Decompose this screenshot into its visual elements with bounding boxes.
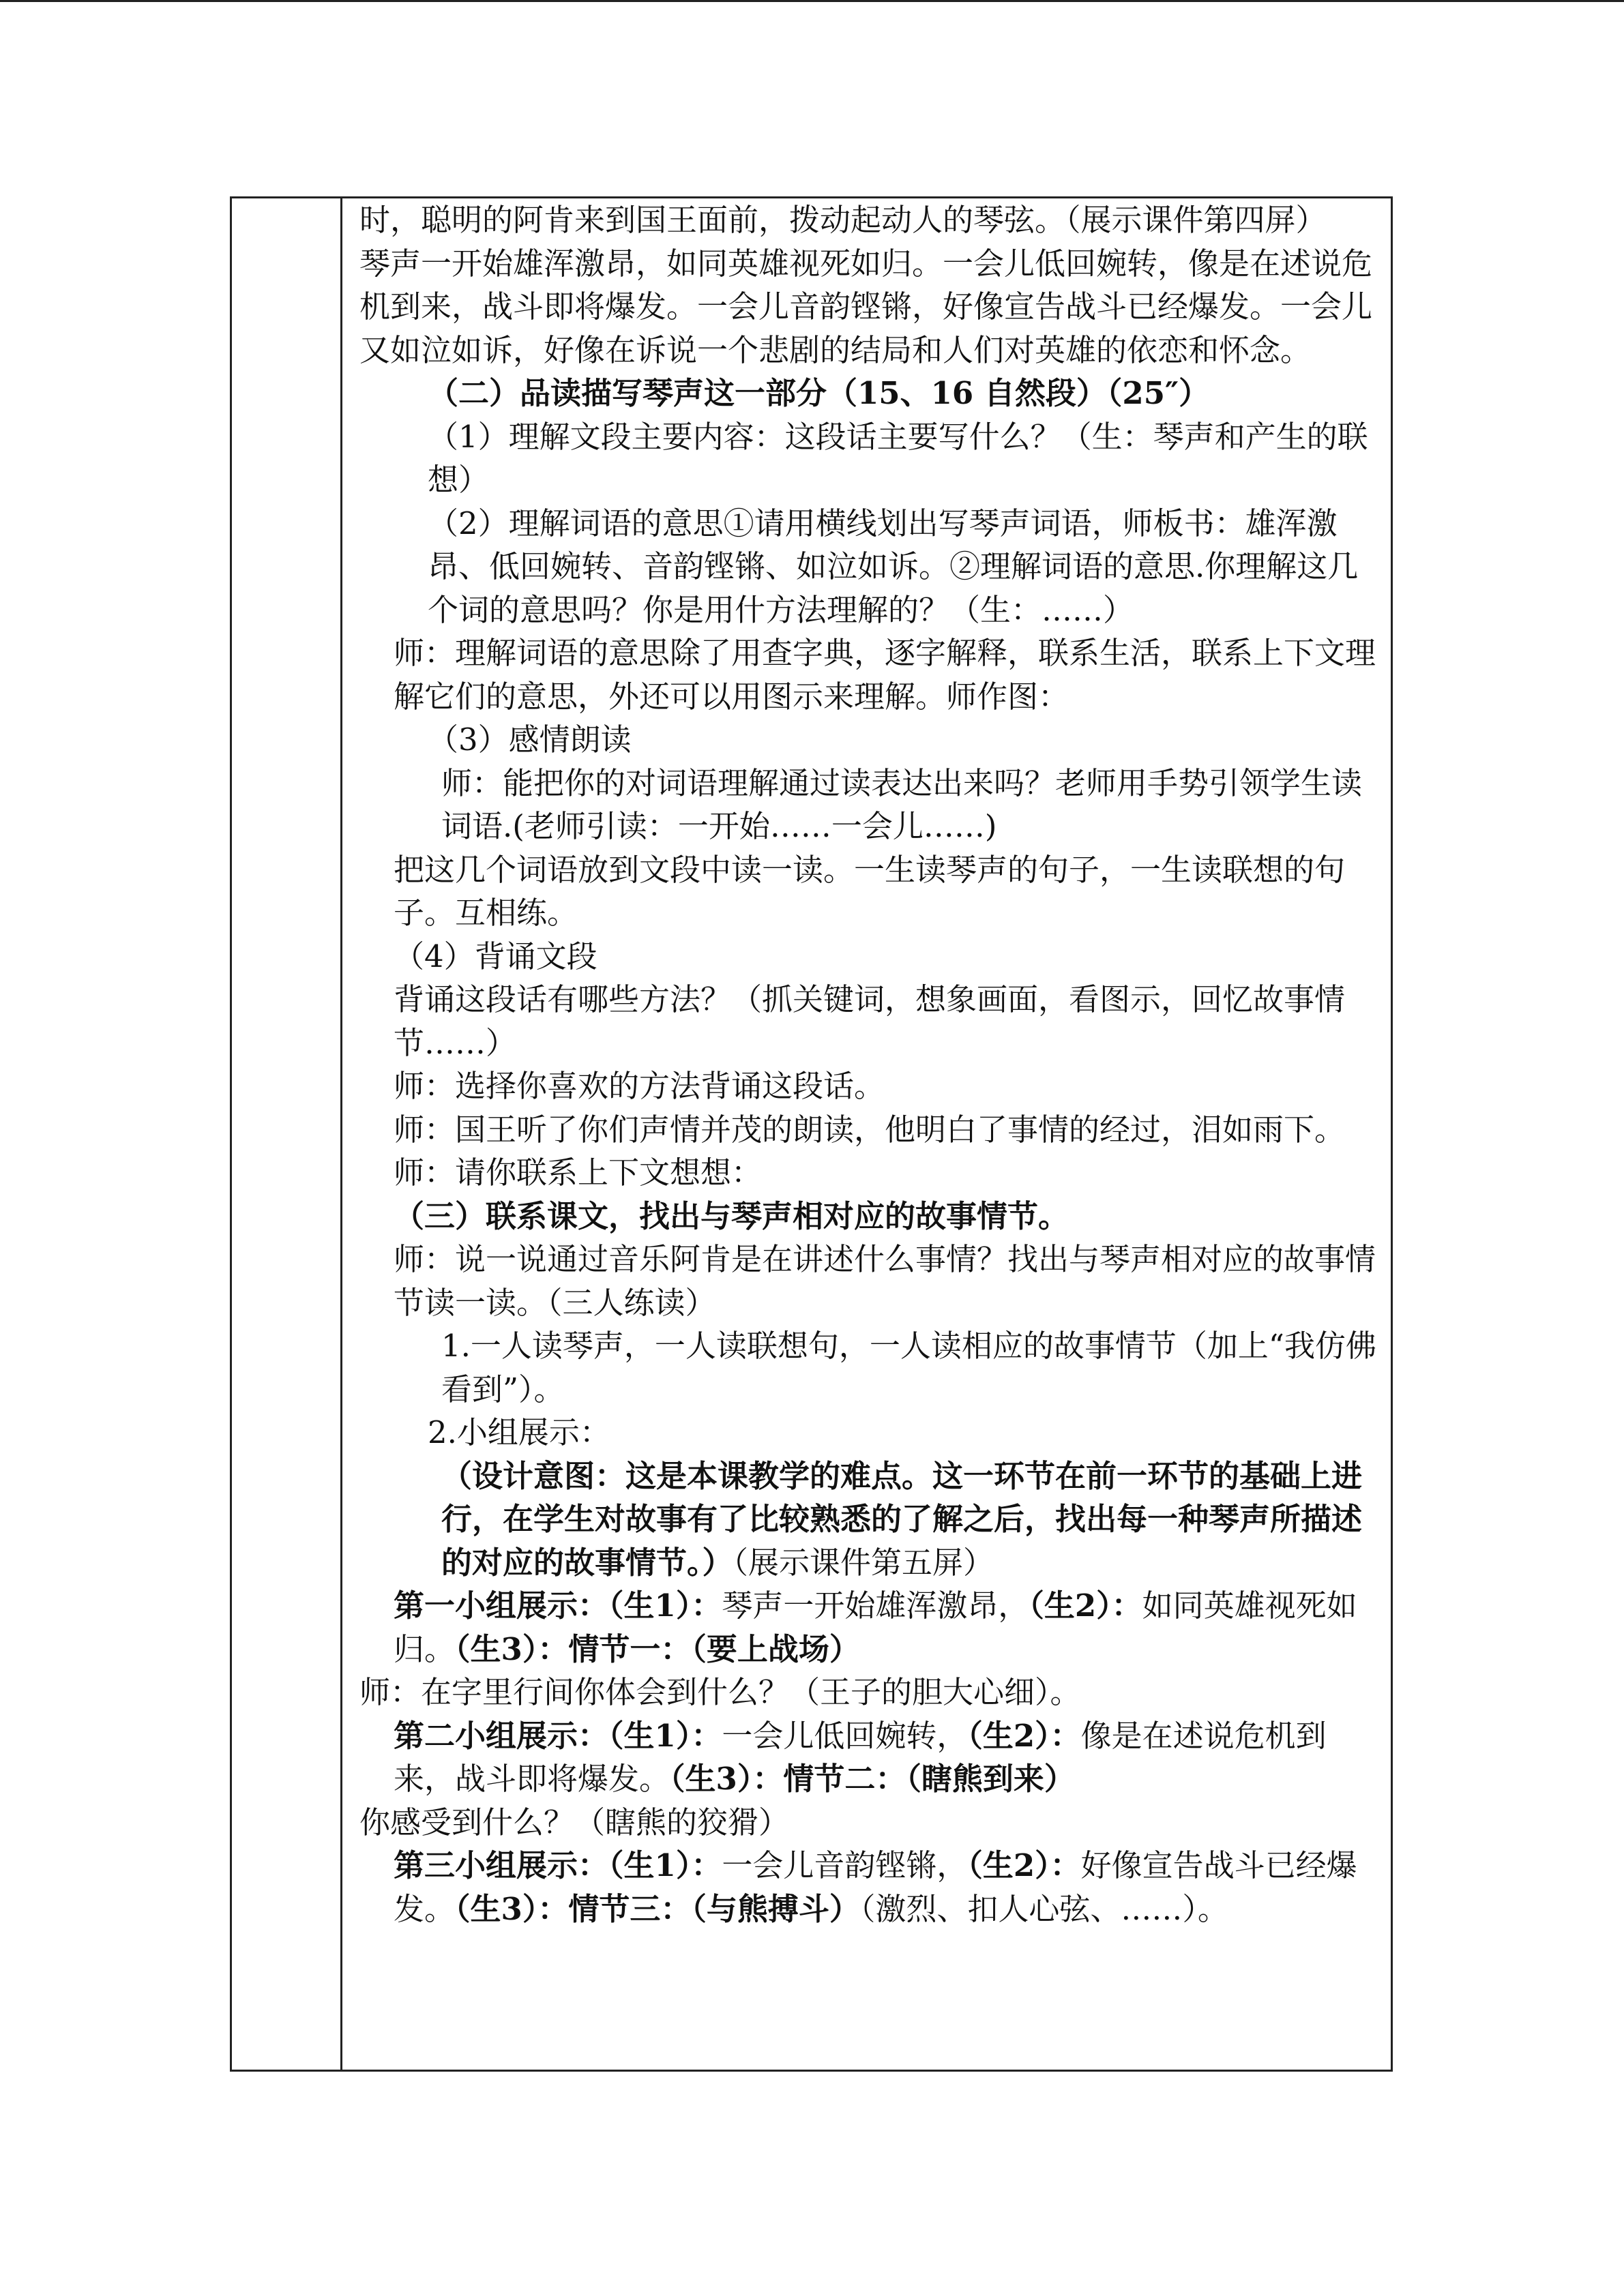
lesson-content-cell [359,198,1383,1930]
paragraph-21: 师：在字里行间你体会到什么？（王子的胆大心细）。 [359,1674,1081,1710]
page-top-border [0,0,1624,2]
paragraph-6: 师：理解词语的意思除了用查字典，逐字解释，联系生活，联系上下文理解它们的意思，外还可以用图示来理解。师作图： [394,635,1376,715]
group-2-t1: 一会儿低回婉转， [722,1717,968,1754]
paragraph-1: 时，聪明的阿肯来到国王面前，拨动起动人的琴弦。（展示课件第四屏） [359,202,1327,238]
paragraph-16: 师：说一说通过音乐阿肯是在讲述什么事情？找出与琴声相对应的故事情节读一读。（三人练读） [394,1241,1376,1321]
paragraph-2: 琴声一开始雄浑激昂，如同英雄视死如归。一会儿低回婉转，像是在述说危机到来，战斗即将爆发。一会儿音韵铿锵，好像宣告战斗已经爆发。一会儿又如泣如诉，好像在诉说一个悲剧的结局和人们对英雄的依恋和怀念。 [359,245,1373,368]
group-2-t2: 像是在述说危机到来，战斗即将爆发。 [394,1717,1327,1797]
paragraph-7: （3）感情朗读 [428,721,632,758]
group-2-s1: （生1）： [608,1717,722,1754]
design-intent [359,1455,1383,1585]
paragraph-5: （2）理解词语的意思①请用横线划出写琴声词语，师板书：雄浑激昂、低回婉转、音韵铿锵、如泣如诉。②理解词语的意思.你理解这几个词的意思吗？你是用什方法理解的？（生：……） [428,505,1359,628]
paragraph-18: 2.小组展示： [428,1414,610,1450]
design-intent-bold: （设计意图：这是本课教学的难点。这一环节在前一环节的基础上进行，在学生对故事有了比较熟悉的了解之后，找出每一种琴声所描述的对应的故事情节。） [441,1457,1363,1581]
group-1-s3: （生3）：情节一：（要上战场） [455,1630,860,1667]
group-3-s1: （生1）： [608,1847,722,1883]
group-2-label: 第二小组展示： [394,1717,609,1754]
group-2-s3: （生3）：情节二：（瞎熊到来） [670,1761,1075,1797]
group-1-label: 第一小组展示： [394,1587,609,1624]
group-1-s2: （生2）： [1029,1587,1142,1624]
group-3-t1: 一会儿音韵铿锵， [722,1847,968,1883]
group-1-t2: 如同英雄视死如归。 [394,1587,1357,1667]
paragraph-4: （1）理解文段主要内容：这段话主要写什么？（生：琴声和产生的联想） [428,418,1368,498]
group-2-display [359,1714,1383,1801]
section-heading-2: （二）品读描写琴声这一部分（15、16 自然段）（25″） [428,375,1210,411]
paragraph-9: 把这几个词语放到文段中读一读。一生读琴声的句子，一生读联想的句子。互相练。 [394,851,1346,931]
paragraph-8: 师：能把你的对词语理解通过读表达出来吗？老师用手势引领学生读词语.(老师引读：一开始……一会儿……) [441,764,1363,844]
design-intent-note: （展示课件第五屏） [733,1544,994,1581]
paragraph-23: 你感受到什么？（瞎熊的狡猾） [359,1804,790,1840]
group-1-t1: 琴声一开始雄浑激昂， [722,1587,1029,1624]
group-3-tail: （激烈、扣人心弦、……）。 [859,1890,1228,1927]
group-1-s1: （生1）： [608,1587,722,1624]
paragraph-13: 师：国王听了你们声情并茂的朗读，他明白了事情的经过，泪如雨下。 [394,1111,1346,1148]
group-3-display [359,1844,1383,1930]
section-heading-3: （三）联系课文，找出与琴声相对应的故事情节。 [394,1197,1069,1234]
paragraph-12: 师：选择你喜欢的方法背诵这段话。 [394,1068,885,1104]
paragraph-14: 师：请你联系上下文想想： [394,1154,763,1191]
group-3-t2: 好像宣告战斗已经爆发。 [394,1847,1357,1927]
group-2-s2: （生2）： [967,1717,1081,1754]
table-column-1 [232,198,342,2070]
group-3-label: 第三小组展示： [394,1847,609,1883]
group-3-s2: （生2）： [967,1847,1081,1883]
paragraph-11: 背诵这段话有哪些方法？（抓关键词，想象画面，看图示，回忆故事情节……） [394,981,1346,1061]
lesson-table [230,196,1393,2072]
group-1-display [359,1584,1383,1671]
paragraph-17: 1.一人读琴声，一人读联想句，一人读相应的故事情节（加上“我仿佛看到”）。 [441,1328,1376,1407]
group-3-s3: （生3）：情节三：（与熊搏斗） [455,1890,860,1927]
paragraph-10: （4）背诵文段 [394,938,597,974]
